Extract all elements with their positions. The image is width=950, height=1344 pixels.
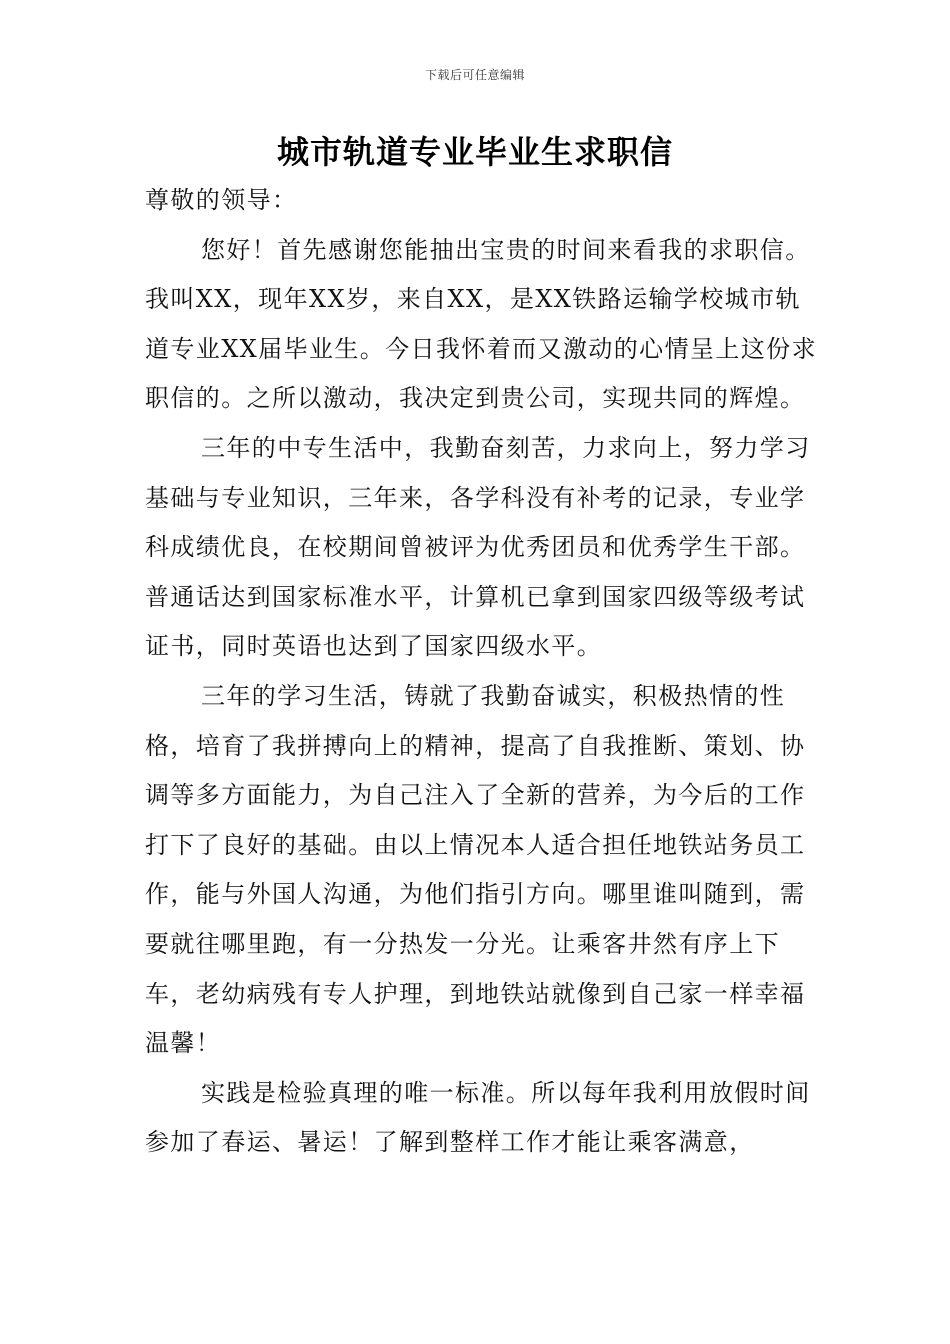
salutation: 尊敬的领导： (145, 186, 298, 214)
header-note: 下载后可任意编辑 (424, 68, 525, 82)
paragraph-4: 实践是检验真理的唯一标准。所以每年我利用放假时间参加了春运、暑运！了解到整样工作才能让乘客满意， (145, 1078, 811, 1157)
paragraph-2: 三年的中专生活中，我勤奋刻苦，力求向上，努力学习基础与专业知识，三年来，各学科没有补考的记录，专业学科成绩优良，在校期间曾被评为优秀团员和优秀学生干部。普通话达到国家标准水平，计算机已拿到国家四级等级考试证书，同时英语也达到了国家四级水平。 (145, 433, 811, 661)
letter-body (145, 176, 825, 1168)
paragraph-1: 您好！首先感谢您能抽出宝贵的时间来看我的求职信。我叫XX，现年XX岁，来自XX，是XX铁路运输学校城市轨道专业XX届毕业生。今日我怀着而又激动的心情呈上这份求职信的。之所以激动，我决定到贵公司，实现共同的辉煌。 (145, 235, 817, 413)
page-title: 城市轨道专业毕业生求职信 (276, 133, 673, 171)
paragraph-3: 三年的学习生活，铸就了我勤奋诚实，积极热情的性格，培育了我拼搏向上的精神，提高了自我推断、策划、协调等多方面能力，为自己注入了全新的营养，为今后的工作打下了良好的基础。由以上情况本人适合担任地铁站务员工作，能与外国人沟通，为他们指引方向。哪里谁叫随到，需要就往哪里跑，有一分热发一分光。让乘客井然有序上下车，老幼病残有专人护理，到地铁站就像到自己家一样幸福温馨！ (145, 681, 806, 1058)
